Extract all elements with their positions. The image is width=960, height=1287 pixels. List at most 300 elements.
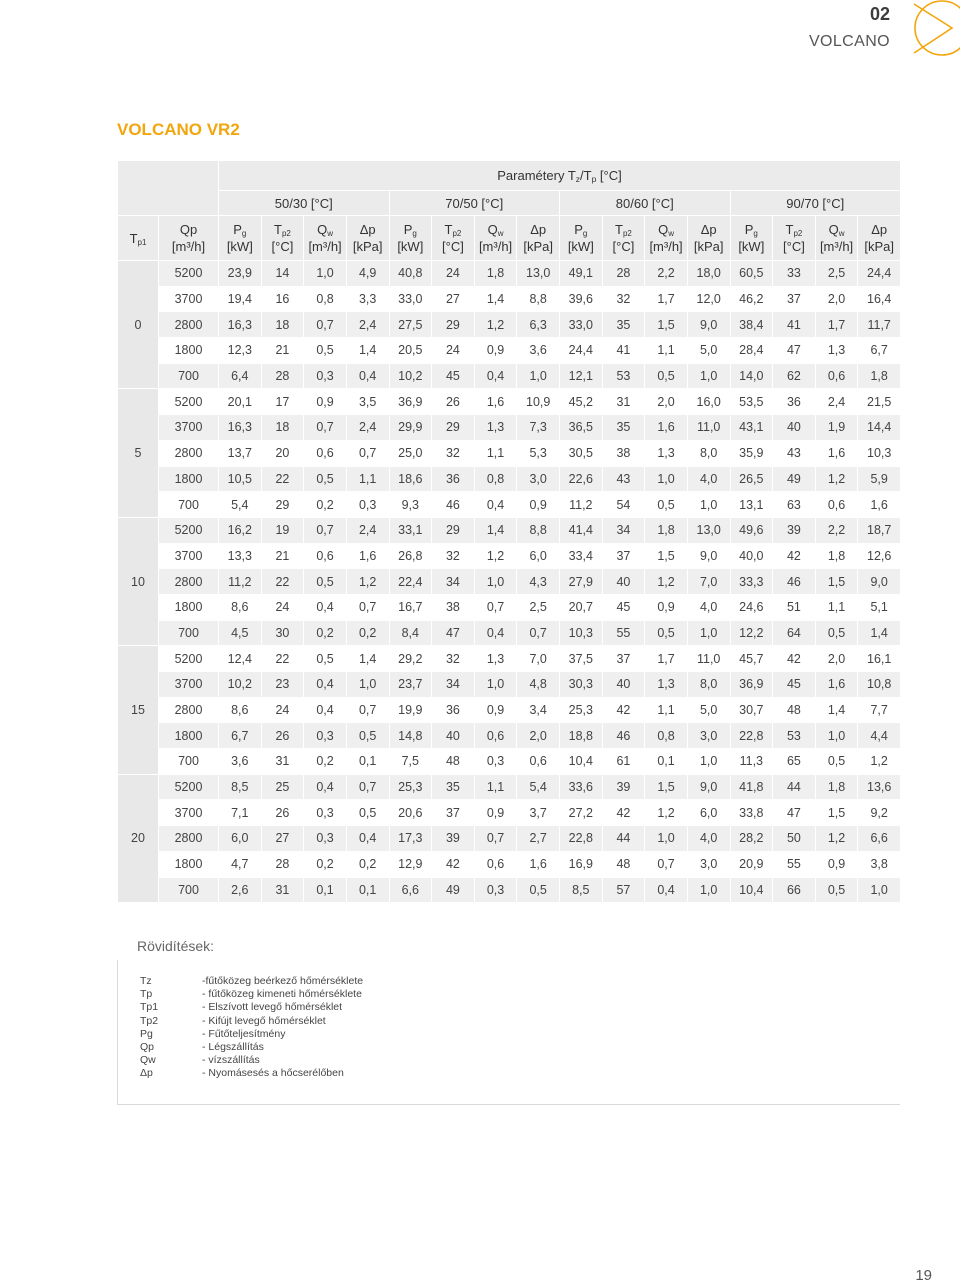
value-cell-dp: 0,2 [346, 620, 389, 646]
value-cell-qw: 0,6 [304, 543, 347, 569]
value-cell-qw: 1,7 [645, 646, 688, 672]
value-cell-pg: 25,3 [560, 697, 603, 723]
value-cell-tp2: 16 [261, 286, 304, 312]
value-cell-tp2: 32 [432, 543, 475, 569]
value-cell-qw: 1,1 [645, 338, 688, 364]
value-cell-qw: 0,2 [304, 620, 347, 646]
value-cell-qw: 0,9 [304, 389, 347, 415]
value-cell-dp: 0,7 [346, 440, 389, 466]
value-cell-qw: 1,5 [645, 312, 688, 338]
value-cell-pg: 37,5 [560, 646, 603, 672]
value-cell-qw: 1,0 [815, 723, 858, 749]
value-cell-pg: 17,3 [389, 826, 432, 852]
value-cell-pg: 33,0 [560, 312, 603, 338]
value-cell-tp2: 37 [602, 543, 645, 569]
value-cell-qw: 0,9 [474, 338, 517, 364]
temperature-groups-row [118, 191, 901, 216]
value-cell-tp2: 32 [602, 286, 645, 312]
value-cell-dp: 6,0 [687, 800, 730, 826]
col-symbol-sub: p1 [137, 237, 147, 247]
value-cell-qw: 1,8 [815, 543, 858, 569]
value-cell-tp2: 39 [773, 517, 816, 543]
value-cell-pg: 16,2 [219, 517, 262, 543]
value-cell-pg: 33,6 [560, 774, 603, 800]
value-cell-dp: 16,0 [687, 389, 730, 415]
col-symbol-base: Q [317, 222, 328, 237]
value-cell-pg: 25,3 [389, 774, 432, 800]
value-cell-pg: 35,9 [730, 440, 773, 466]
value-cell-tp2: 35 [602, 312, 645, 338]
qp-cell: 5200 [159, 389, 219, 415]
tp1-group-label: 10 [118, 517, 159, 645]
col-header-tp2-2 [432, 216, 475, 261]
value-cell-pg: 3,6 [219, 749, 262, 775]
col-unit: [kPa] [864, 239, 894, 254]
col-unit: [kW] [738, 239, 765, 254]
value-cell-pg: 8,6 [219, 594, 262, 620]
value-cell-dp: 5,4 [517, 774, 560, 800]
value-cell-tp2: 48 [602, 851, 645, 877]
value-cell-tp2: 36 [432, 466, 475, 492]
value-cell-pg: 16,7 [389, 594, 432, 620]
value-cell-dp: 1,0 [687, 363, 730, 389]
value-cell-tp2: 50 [773, 826, 816, 852]
value-cell-tp2: 18 [261, 312, 304, 338]
col-symbol [816, 221, 858, 238]
value-cell-dp: 0,2 [346, 851, 389, 877]
value-cell-qw: 0,3 [304, 723, 347, 749]
col-unit: [kPa] [693, 239, 724, 254]
legend-abbreviation: Tp [140, 988, 153, 1001]
value-cell-tp2: 40 [432, 723, 475, 749]
value-cell-tp2: 61 [602, 749, 645, 775]
value-cell-qw: 1,0 [645, 826, 688, 852]
col-header-qw-1 [304, 216, 347, 261]
value-cell-tp2: 26 [432, 389, 475, 415]
col-symbol [475, 221, 517, 238]
value-cell-tp2: 48 [773, 697, 816, 723]
product-title: VOLCANO VR2 [117, 120, 240, 139]
value-cell-dp: 1,2 [346, 569, 389, 595]
value-cell-dp: 4,3 [517, 569, 560, 595]
value-cell-qw: 0,9 [474, 697, 517, 723]
value-cell-dp: 21,5 [858, 389, 901, 415]
value-cell-tp2: 24 [432, 261, 475, 287]
value-cell-qw: 0,7 [474, 826, 517, 852]
table-row [118, 749, 901, 775]
value-cell-pg: 6,4 [219, 363, 262, 389]
value-cell-dp: 9,0 [687, 543, 730, 569]
value-cell-dp: 4,9 [346, 261, 389, 287]
value-cell-pg: 19,4 [219, 286, 262, 312]
temp-group-header-1: 50/30 [°C] [219, 191, 390, 216]
value-cell-pg: 10,4 [560, 749, 603, 775]
value-cell-dp: 1,4 [858, 620, 901, 646]
value-cell-pg: 36,5 [560, 415, 603, 441]
col-symbol-base: Q [487, 222, 498, 237]
value-cell-dp: 9,0 [858, 569, 901, 595]
value-cell-pg: 24,4 [560, 338, 603, 364]
value-cell-pg: 18,6 [389, 466, 432, 492]
page-number: 19 [915, 1267, 932, 1284]
value-cell-dp: 1,0 [517, 363, 560, 389]
col-header-qw-4 [815, 216, 858, 261]
value-cell-pg: 19,9 [389, 697, 432, 723]
value-cell-tp2: 33 [773, 261, 816, 287]
value-cell-dp: 6,6 [858, 826, 901, 852]
value-cell-pg: 36,9 [389, 389, 432, 415]
value-cell-pg: 16,9 [560, 851, 603, 877]
value-cell-qw: 0,9 [474, 800, 517, 826]
col-symbol-sub: g [582, 229, 588, 238]
col-header-dp-3 [687, 216, 730, 261]
value-cell-tp2: 34 [602, 517, 645, 543]
value-cell-qw: 1,5 [645, 774, 688, 800]
value-cell-dp: 16,4 [858, 286, 901, 312]
table-row [118, 440, 901, 466]
value-cell-qw: 1,7 [645, 286, 688, 312]
value-cell-qw: 1,3 [645, 440, 688, 466]
legend-description: - fűtőközeg kimeneti hőmérséklete [202, 988, 362, 1001]
value-cell-dp: 5,9 [858, 466, 901, 492]
col-header-pg-2 [389, 216, 432, 261]
col-symbol [219, 221, 261, 238]
col-unit: [kPa] [352, 239, 383, 254]
col-symbol-sub: w [668, 229, 675, 238]
value-cell-qw: 0,4 [474, 363, 517, 389]
qp-cell: 1800 [159, 338, 219, 364]
param-title-sub-p: p [591, 174, 597, 184]
value-cell-qw: 0,9 [645, 594, 688, 620]
temp-group-header-4: 90/70 [°C] [730, 191, 901, 216]
col-header-tp2-1 [261, 216, 304, 261]
value-cell-dp: 2,7 [517, 826, 560, 852]
value-cell-tp2: 14 [261, 261, 304, 287]
param-title-post: [°C] [596, 168, 622, 183]
value-cell-tp2: 23 [261, 672, 304, 698]
col-symbol [731, 221, 773, 238]
value-cell-qw: 2,0 [815, 646, 858, 672]
value-cell-tp2: 30 [261, 620, 304, 646]
col-unit: [m³/h] [819, 239, 854, 254]
col-symbol-sub: w [838, 229, 845, 238]
value-cell-dp: 5,0 [687, 697, 730, 723]
value-cell-pg: 20,5 [389, 338, 432, 364]
col-symbol-base: T [444, 222, 453, 237]
qp-cell: 700 [159, 492, 219, 518]
value-cell-tp2: 35 [602, 415, 645, 441]
value-cell-qw: 2,5 [815, 261, 858, 287]
col-symbol-sub: p2 [452, 229, 462, 238]
col-header-pg-3 [560, 216, 603, 261]
value-cell-tp2: 27 [432, 286, 475, 312]
qp-cell: 2800 [159, 697, 219, 723]
value-cell-dp: 2,0 [517, 723, 560, 749]
value-cell-tp2: 44 [773, 774, 816, 800]
value-cell-pg: 10,2 [389, 363, 432, 389]
table-row [118, 697, 901, 723]
value-cell-pg: 10,5 [219, 466, 262, 492]
value-cell-tp2: 18 [261, 415, 304, 441]
value-cell-qw: 1,3 [474, 646, 517, 672]
col-unit: [kW] [397, 239, 424, 254]
value-cell-tp2: 64 [773, 620, 816, 646]
table-body [118, 261, 901, 903]
value-cell-dp: 0,7 [346, 697, 389, 723]
col-symbol [304, 221, 346, 238]
value-cell-tp2: 37 [432, 800, 475, 826]
value-cell-qw: 1,2 [474, 543, 517, 569]
value-cell-dp: 4,8 [517, 672, 560, 698]
table-row [118, 517, 901, 543]
value-cell-dp: 0,5 [517, 877, 560, 903]
value-cell-dp: 1,4 [346, 338, 389, 364]
value-cell-dp: 12,0 [687, 286, 730, 312]
value-cell-qw: 1,8 [474, 261, 517, 287]
value-cell-qw: 0,4 [304, 774, 347, 800]
value-cell-pg: 49,1 [560, 261, 603, 287]
value-cell-qw: 0,1 [304, 877, 347, 903]
qp-cell: 5200 [159, 646, 219, 672]
legend-description: - Elszívott levegő hőmérséklet [202, 1001, 343, 1014]
value-cell-dp: 18,7 [858, 517, 901, 543]
col-header-dp-1 [346, 216, 389, 261]
value-cell-qw: 0,4 [474, 620, 517, 646]
value-cell-pg: 22,4 [389, 569, 432, 595]
value-cell-dp: 5,3 [517, 440, 560, 466]
value-cell-qw: 2,0 [815, 286, 858, 312]
table-row [118, 286, 901, 312]
value-cell-dp: 0,5 [346, 800, 389, 826]
value-cell-qw: 1,6 [474, 389, 517, 415]
value-cell-dp: 4,0 [687, 466, 730, 492]
value-cell-pg: 14,8 [389, 723, 432, 749]
qp-cell: 5200 [159, 774, 219, 800]
col-symbol [645, 221, 687, 238]
parameters-header [219, 161, 901, 191]
col-unit: [m³/h] [171, 239, 206, 254]
value-cell-qw: 1,5 [815, 569, 858, 595]
legend-item [140, 1054, 740, 1067]
col-unit: [m³/h] [649, 239, 683, 254]
value-cell-dp: 16,1 [858, 646, 901, 672]
legend-box [117, 960, 900, 1105]
legend-description: - Légszállítás [202, 1040, 264, 1053]
col-symbol-base: P [744, 222, 754, 237]
col-symbol [603, 221, 645, 238]
value-cell-tp2: 27 [261, 826, 304, 852]
value-cell-tp2: 42 [602, 697, 645, 723]
value-cell-dp: 10,8 [858, 672, 901, 698]
value-cell-qw: 1,1 [815, 594, 858, 620]
table-row [118, 877, 901, 903]
value-cell-dp: 0,7 [517, 620, 560, 646]
legend-item [140, 1041, 740, 1054]
value-cell-qw: 0,2 [304, 851, 347, 877]
value-cell-qw: 0,3 [304, 800, 347, 826]
legend-abbreviation: Qp [140, 1040, 155, 1053]
value-cell-tp2: 53 [602, 363, 645, 389]
value-cell-pg: 22,8 [560, 826, 603, 852]
value-cell-dp: 11,0 [687, 415, 730, 441]
header-corner [118, 161, 219, 216]
value-cell-qw: 0,6 [304, 440, 347, 466]
value-cell-tp2: 48 [432, 749, 475, 775]
legend-item [140, 1015, 740, 1028]
value-cell-tp2: 47 [773, 800, 816, 826]
col-symbol: Qp [179, 222, 198, 237]
value-cell-tp2: 47 [432, 620, 475, 646]
col-symbol-base: T [785, 222, 794, 237]
temp-group-header-3: 80/60 [°C] [560, 191, 731, 216]
col-symbol [432, 221, 474, 238]
col-unit: [kW] [567, 239, 594, 254]
value-cell-tp2: 41 [602, 338, 645, 364]
value-cell-pg: 24,6 [730, 594, 773, 620]
value-cell-pg: 6,7 [219, 723, 262, 749]
value-cell-pg: 6,6 [389, 877, 432, 903]
value-cell-tp2: 31 [261, 749, 304, 775]
value-cell-pg: 40,0 [730, 543, 773, 569]
value-cell-qw: 0,5 [815, 877, 858, 903]
col-symbol-sub: w [497, 229, 504, 238]
value-cell-dp: 0,7 [346, 594, 389, 620]
table-row [118, 774, 901, 800]
value-cell-pg: 20,7 [560, 594, 603, 620]
col-symbol-base: Q [828, 222, 839, 237]
value-cell-tp2: 24 [432, 338, 475, 364]
value-cell-qw: 1,1 [474, 774, 517, 800]
value-cell-tp2: 46 [432, 492, 475, 518]
value-cell-qw: 0,1 [645, 749, 688, 775]
value-cell-dp: 12,6 [858, 543, 901, 569]
value-cell-dp: 9,0 [687, 312, 730, 338]
value-cell-pg: 12,9 [389, 851, 432, 877]
value-cell-dp: 7,0 [687, 569, 730, 595]
qp-cell: 3700 [159, 672, 219, 698]
value-cell-pg: 26,8 [389, 543, 432, 569]
value-cell-tp2: 31 [602, 389, 645, 415]
value-cell-pg: 38,4 [730, 312, 773, 338]
value-cell-pg: 28,2 [730, 826, 773, 852]
table-row [118, 466, 901, 492]
value-cell-tp2: 40 [773, 415, 816, 441]
value-cell-dp: 0,1 [346, 749, 389, 775]
value-cell-dp: 1,6 [346, 543, 389, 569]
legend-list [140, 975, 740, 1081]
value-cell-qw: 1,3 [815, 338, 858, 364]
value-cell-tp2: 57 [602, 877, 645, 903]
value-cell-dp: 7,3 [517, 415, 560, 441]
table-row [118, 672, 901, 698]
value-cell-qw: 1,2 [815, 826, 858, 852]
value-cell-pg: 12,2 [730, 620, 773, 646]
value-cell-dp: 0,6 [517, 749, 560, 775]
value-cell-pg: 14,0 [730, 363, 773, 389]
value-cell-pg: 6,0 [219, 826, 262, 852]
value-cell-dp: 10,9 [517, 389, 560, 415]
col-header-dp-2 [517, 216, 560, 261]
value-cell-qw: 1,5 [815, 800, 858, 826]
value-cell-dp: 13,0 [517, 261, 560, 287]
col-symbol-base: Q [658, 222, 669, 237]
value-cell-pg: 45,2 [560, 389, 603, 415]
value-cell-pg: 8,5 [219, 774, 262, 800]
value-cell-qw: 0,5 [815, 749, 858, 775]
value-cell-qw: 0,7 [474, 594, 517, 620]
value-cell-pg: 33,0 [389, 286, 432, 312]
col-header-qp [159, 216, 219, 261]
value-cell-qw: 0,6 [815, 363, 858, 389]
value-cell-pg: 16,3 [219, 312, 262, 338]
col-symbol-base: T [274, 222, 282, 237]
legend-item [140, 988, 740, 1001]
table-row [118, 569, 901, 595]
value-cell-dp: 5,0 [687, 338, 730, 364]
value-cell-tp2: 53 [773, 723, 816, 749]
value-cell-pg: 33,4 [560, 543, 603, 569]
legend-description: - Nyomásesés a hőcserélőben [202, 1067, 344, 1080]
value-cell-tp2: 65 [773, 749, 816, 775]
qp-cell: 700 [159, 363, 219, 389]
col-header-pg-1 [219, 216, 262, 261]
value-cell-tp2: 32 [432, 440, 475, 466]
value-cell-tp2: 62 [773, 363, 816, 389]
legend-description: - vízszállítás [202, 1054, 260, 1067]
value-cell-dp: 0,5 [346, 723, 389, 749]
value-cell-dp: 3,5 [346, 389, 389, 415]
qp-cell: 2800 [159, 569, 219, 595]
value-cell-dp: 3,0 [687, 851, 730, 877]
value-cell-dp: 11,0 [687, 646, 730, 672]
value-cell-pg: 20,6 [389, 800, 432, 826]
value-cell-dp: 2,5 [517, 594, 560, 620]
value-cell-qw: 1,4 [474, 517, 517, 543]
col-symbol [390, 221, 432, 238]
value-cell-tp2: 41 [773, 312, 816, 338]
table-row [118, 543, 901, 569]
col-symbol-base: T [615, 222, 623, 237]
value-cell-pg: 46,2 [730, 286, 773, 312]
qp-cell: 2800 [159, 312, 219, 338]
value-cell-qw: 1,0 [474, 672, 517, 698]
value-cell-pg: 30,7 [730, 697, 773, 723]
qp-cell: 1800 [159, 723, 219, 749]
value-cell-qw: 0,3 [474, 877, 517, 903]
value-cell-dp: 13,6 [858, 774, 901, 800]
value-cell-qw: 1,6 [645, 415, 688, 441]
col-unit: [°C] [442, 239, 464, 254]
value-cell-qw: 0,5 [304, 569, 347, 595]
table-row [118, 312, 901, 338]
col-unit: [kW] [226, 239, 253, 254]
value-cell-dp: 8,0 [687, 440, 730, 466]
legend-abbreviation: Pg [140, 1027, 153, 1040]
value-cell-pg: 29,9 [389, 415, 432, 441]
value-cell-pg: 11,2 [219, 569, 262, 595]
value-cell-tp2: 17 [261, 389, 304, 415]
value-cell-dp: 1,0 [687, 749, 730, 775]
col-unit: [°C] [612, 239, 635, 254]
value-cell-tp2: 49 [432, 877, 475, 903]
col-header-qw-2 [474, 216, 517, 261]
col-symbol [347, 221, 389, 238]
value-cell-tp2: 28 [602, 261, 645, 287]
value-cell-tp2: 32 [432, 646, 475, 672]
table-row [118, 363, 901, 389]
value-cell-tp2: 47 [773, 338, 816, 364]
value-cell-qw: 0,8 [304, 286, 347, 312]
